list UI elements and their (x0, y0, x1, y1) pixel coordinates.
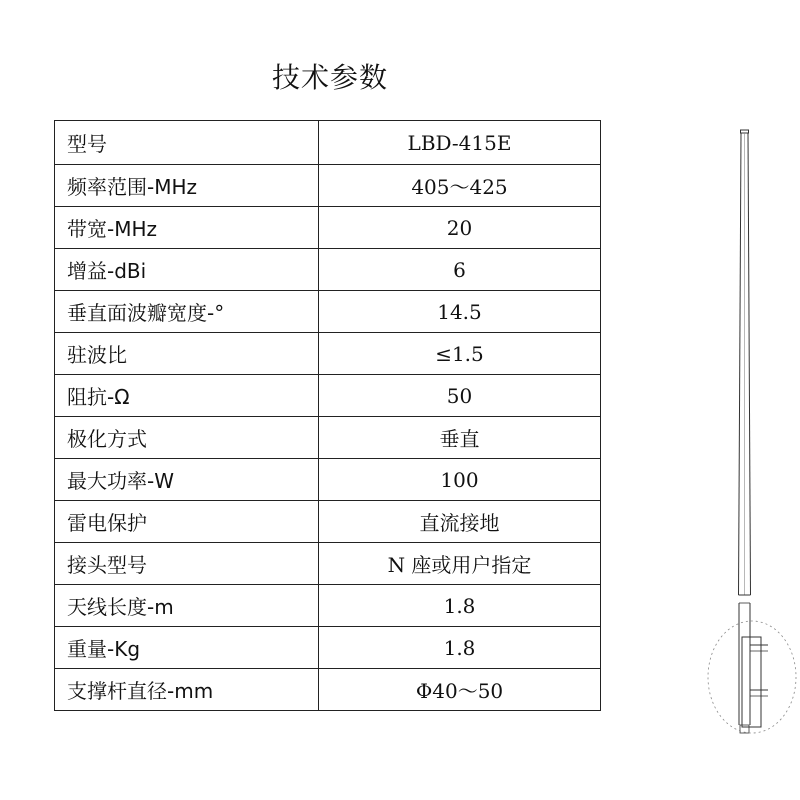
table-row (55, 165, 601, 207)
spec-value: 1.8 (319, 627, 601, 669)
spec-value: Φ40～50 (319, 669, 601, 711)
spec-value: 405～425 (319, 165, 601, 207)
table-row (55, 417, 601, 459)
spec-value: N 座或用户指定 (319, 543, 601, 585)
spec-label: 最大功率-W (55, 459, 319, 501)
spec-label: 增益-dBi (55, 249, 319, 291)
spec-label: 重量-Kg (55, 627, 319, 669)
table-row (55, 291, 601, 333)
spec-label: 阻抗-Ω (55, 375, 319, 417)
spec-value: 6 (319, 249, 601, 291)
spec-value: 14.5 (319, 291, 601, 333)
spec-title: 技术参数 (271, 61, 388, 94)
table-row (55, 543, 601, 585)
table-row (55, 121, 601, 165)
table-row (55, 501, 601, 543)
spec-value: ≤1.5 (319, 333, 601, 375)
spec-label: 驻波比 (55, 333, 319, 375)
table-row (55, 459, 601, 501)
spec-label: 接头型号 (55, 543, 319, 585)
spec-label: 带宽-MHz (55, 207, 319, 249)
spec-label: 型号 (55, 121, 319, 165)
spec-value: 1.8 (319, 585, 601, 627)
table-row (55, 249, 601, 291)
table-row (55, 627, 601, 669)
antenna-drawing (700, 125, 800, 745)
spec-value: LBD-415E (319, 121, 601, 165)
spec-value: 直流接地 (319, 501, 601, 543)
spec-label: 垂直面波瓣宽度-° (55, 291, 319, 333)
spec-table (54, 120, 601, 711)
table-row (55, 585, 601, 627)
spec-label: 天线长度-m (55, 585, 319, 627)
spec-value: 100 (319, 459, 601, 501)
spec-value: 50 (319, 375, 601, 417)
spec-value: 20 (319, 207, 601, 249)
spec-label: 支撑杆直径-mm (55, 669, 319, 711)
spec-label: 极化方式 (55, 417, 319, 459)
spec-value: 垂直 (319, 417, 601, 459)
spec-label: 雷电保护 (55, 501, 319, 543)
table-row (55, 375, 601, 417)
spec-label: 频率范围-MHz (55, 165, 319, 207)
table-row (55, 333, 601, 375)
table-row (55, 669, 601, 711)
table-row (55, 207, 601, 249)
